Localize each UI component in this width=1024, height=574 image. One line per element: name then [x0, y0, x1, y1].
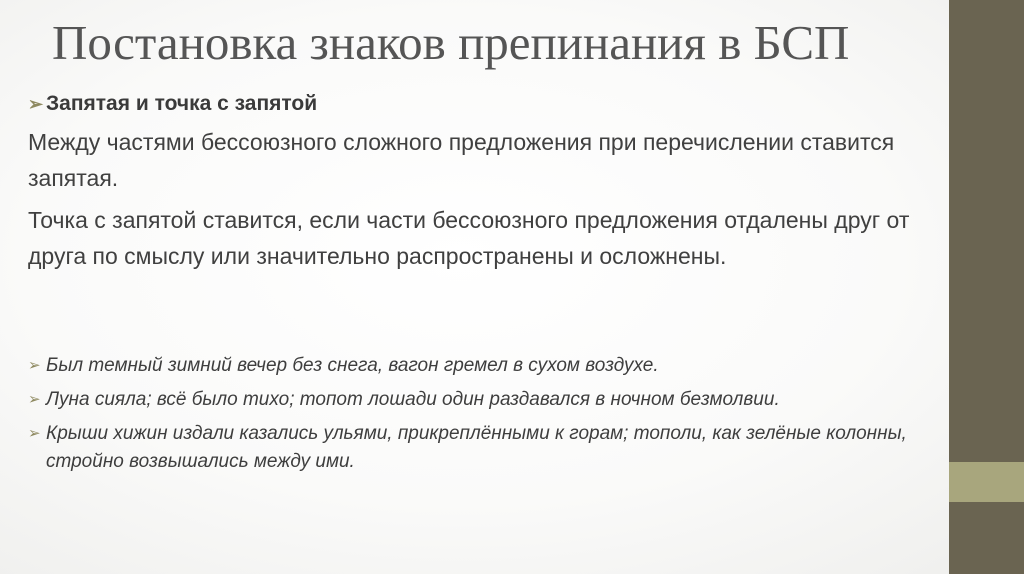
paragraph-1: Между частями бессоюзного сложного предложения при перечислении ставится запятая.	[28, 129, 895, 191]
example-item	[28, 352, 928, 380]
side-band-bottom	[949, 502, 1024, 574]
bullet-arrow-icon: ➢	[28, 425, 41, 442]
example-text: Крыши хижин издали казались ульями, прикреплёнными к горам; тополи, как зелёные колонны, стройно возвышались между ими.	[46, 423, 907, 472]
main-content	[28, 90, 928, 274]
examples-list	[28, 352, 928, 482]
example-text: Был темный зимний вечер без снега, вагон гремел в сухом воздухе.	[46, 355, 659, 376]
subheading: Запятая и точка с запятой	[46, 92, 318, 115]
example-item	[28, 420, 928, 476]
subheading-row	[28, 90, 928, 118]
bullet-arrow-icon: ➢	[28, 391, 41, 408]
paragraph-2: Точка с запятой ставится, если части бессоюзного предложения отдалены друг от друга по смыслу или значительно распространены и осложнены.	[28, 207, 910, 269]
decorative-side-band	[949, 0, 1024, 574]
side-band-top	[949, 0, 1024, 462]
slide-title: Постановка знаков препинания в БСП	[52, 15, 850, 70]
example-text: Луна сияла; всё было тихо; топот лошади один раздавался в ночном безмолвии.	[46, 389, 780, 410]
example-item	[28, 386, 928, 414]
side-band-accent	[949, 462, 1024, 502]
bullet-arrow-icon: ➢	[28, 357, 41, 374]
bullet-arrow-icon: ➢	[28, 94, 44, 114]
